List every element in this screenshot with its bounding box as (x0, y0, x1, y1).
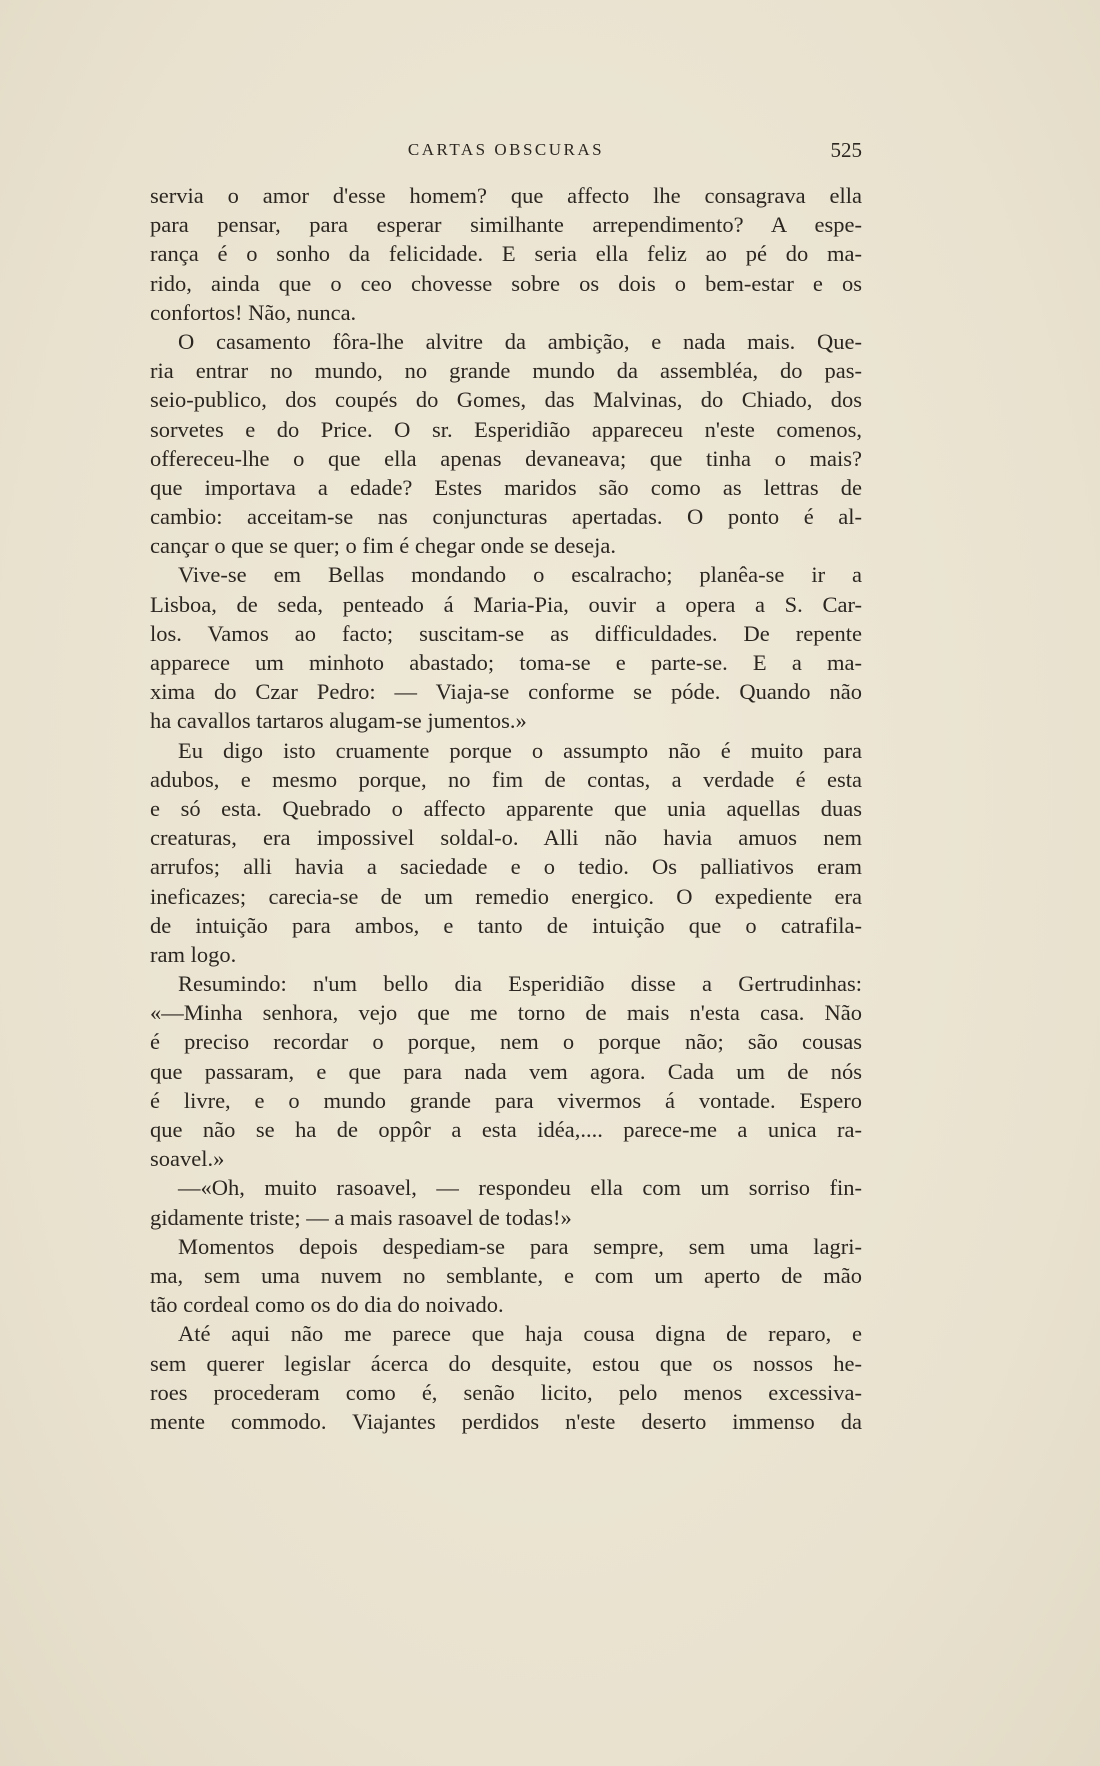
text-line: Eu digo isto cruamente porque o assumpto não é muito para (178, 737, 862, 763)
text-line: creaturas, era impossivel soldal-o. Alli não havia amuos nem (150, 825, 862, 851)
text-line: ram logo. (150, 941, 237, 967)
text-line: Resumindo: n'um bello dia Esperidião disse a Gertrudinhas: (178, 971, 862, 997)
text-line: sem querer legislar ácerca do desquite, estou que os nossos he- (150, 1350, 862, 1376)
text-line: Vive-se em Bellas mondando o escalracho; planêa-se ir a (178, 562, 862, 588)
page-header (150, 140, 862, 170)
text-line: tão cordeal como os do dia do noivado. (150, 1292, 504, 1318)
text-line: mente commodo. Viajantes perdidos n'este deserto immenso da (150, 1408, 862, 1434)
text-line: roes procederam como é, senão licito, pelo menos excessiva- (150, 1379, 862, 1405)
text-line: rança é o sonho da felicidade. E seria ella feliz ao pé do ma- (150, 241, 862, 267)
text-line: é preciso recordar o porque, nem o porque não; são cousas (150, 1029, 862, 1055)
text-line: seio-publico, dos coupés do Gomes, das Malvinas, do Chiado, dos (150, 387, 862, 413)
text-line: ria entrar no mundo, no grande mundo da assembléa, do pas- (150, 358, 862, 384)
text-line: soavel.» (150, 1146, 225, 1172)
text-line: los. Vamos ao facto; suscitam-se as difficuldades. De repente (150, 620, 862, 646)
text-line: Até aqui não me parece que haja cousa digna de reparo, e (178, 1321, 862, 1347)
text-line: apparece um minhoto abastado; toma-se e parte-se. E a ma- (150, 650, 862, 675)
text-line: O casamento fôra-lhe alvitre da ambição, e nada mais. Que- (178, 328, 862, 354)
text-line: «—Minha senhora, vejo que me torno de mais n'esta casa. Não (150, 1000, 862, 1026)
text-line: Lisboa, de seda, penteado á Maria-Pia, ouvir a opera a S. Car- (150, 591, 862, 617)
text-line: xima do Czar Pedro: — Viaja-se conforme se póde. Quando não (150, 679, 862, 705)
text-line: é livre, e o mundo grande para vivermos á vontade. Espero (150, 1087, 862, 1113)
running-title: CARTAS OBSCURAS (407, 140, 605, 159)
text-line: rido, ainda que o ceo chovesse sobre os dois o bem-estar e os (150, 270, 862, 296)
text-line: que passaram, e que para nada vem agora. Cada um de nós (150, 1058, 862, 1084)
text-line: de intuição para ambos, e tanto de intuição que o catrafila- (150, 912, 862, 938)
text-line: para pensar, para esperar similhante arrependimento? A espe- (150, 212, 862, 238)
text-line: sorvetes e do Price. O sr. Esperidião appareceu n'este comenos, (150, 416, 862, 442)
text-line: cambio: acceitam-se nas conjuncturas apertadas. O ponto é al- (150, 504, 862, 530)
text-line: cançar o que se quer; o fim é chegar onde se deseja. (150, 533, 617, 559)
text-line: arrufos; alli havia a saciedade e o tedio. Os palliativos eram (150, 854, 862, 880)
text-line: confortos! Não, nunca. (150, 299, 357, 325)
text-line: e só esta. Quebrado o affecto apparente que unia aquellas duas (150, 795, 862, 821)
text-line: adubos, e mesmo porque, no fim de contas, a verdade é esta (150, 766, 862, 792)
text-line: —«Oh, muito rasoavel, — respondeu ella com um sorriso fin- (178, 1175, 862, 1201)
text-line: ma, sem uma nuvem no semblante, e com um aperto de mão (150, 1262, 862, 1288)
text-line: que não se ha de oppôr a esta idéa,.... parece-me a unica ra- (150, 1117, 862, 1142)
text-line: offereceu-lhe o que ella apenas devaneava; que tinha o mais? (150, 445, 862, 471)
page-number: 525 (830, 138, 862, 162)
text-line: ineficazes; carecia-se de um remedio energico. O expediente era (150, 883, 862, 909)
text-line: servia o amor d'esse homem? que affecto lhe consagrava ella (150, 183, 862, 208)
text-line: gidamente triste; — a mais rasoavel de todas!» (150, 1204, 572, 1230)
text-line: ha cavallos tartaros alugam-se jumentos.» (150, 708, 527, 734)
text-line: que importava a edade? Estes maridos são como as lettras de (150, 474, 862, 500)
body-text (150, 181, 862, 1436)
text-line: Momentos depois despediam-se para sempre, sem uma lagri- (178, 1233, 862, 1259)
